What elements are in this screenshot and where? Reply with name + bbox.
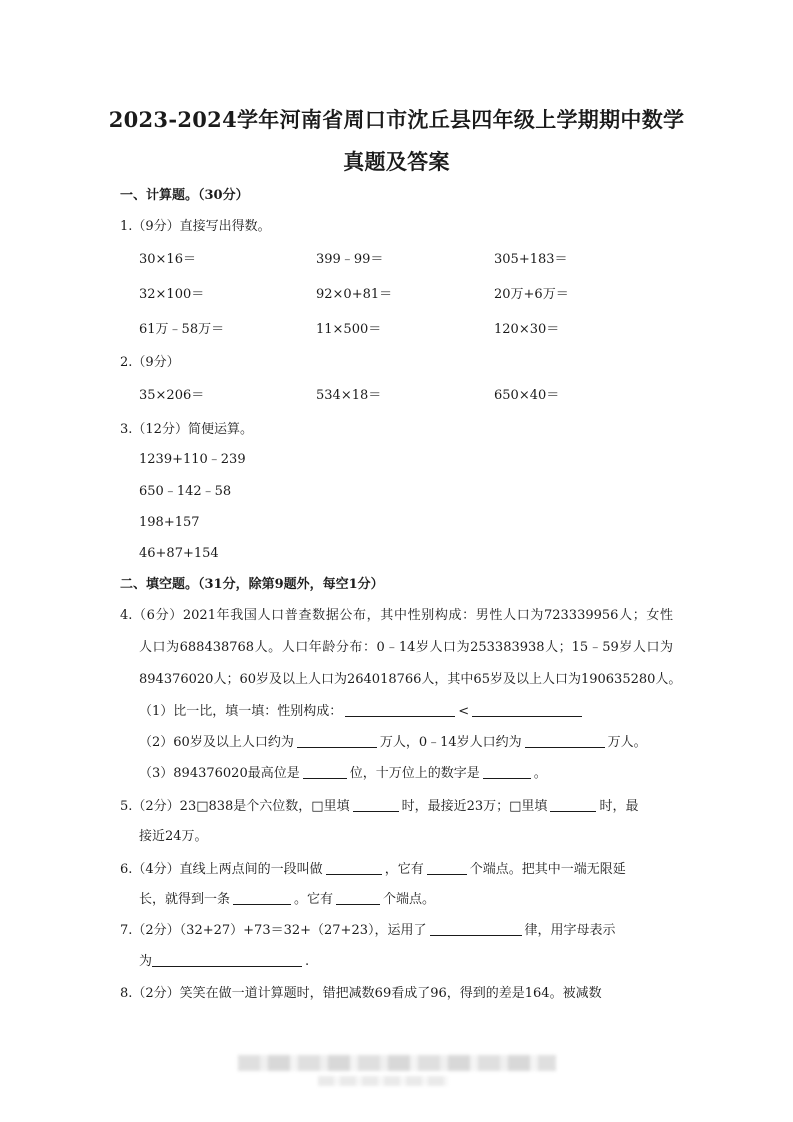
q7-part-b: 律，用字母表示 (524, 923, 616, 938)
q4-answer-blank-2[interactable] (472, 702, 582, 717)
q4-sub3-label: （3）894376020最高位是 (139, 766, 300, 781)
q7-line1 (120, 921, 616, 940)
q4-answer-blank-3[interactable] (297, 733, 377, 748)
q4-sub3-end: 。 (533, 766, 547, 781)
q8-line1: 8.（2分）笑笑在做一道计算题时，错把减数69看成了96，得到的差是164。被减数 (120, 986, 602, 1001)
q2-c1: 35×206＝ (139, 388, 205, 403)
q1-r1-c2: 399﹣99＝ (316, 252, 384, 267)
q4-sub1 (139, 702, 585, 721)
q4-line1: 4.（6分）2021年我国人口普查数据公布，其中性别构成：男性人口为723339956人；女性 (120, 608, 673, 623)
q2-stem: 2.（9分） (120, 355, 180, 370)
q4-answer-blank-6[interactable] (483, 764, 531, 779)
q5-part-c: 时，最 (599, 799, 639, 814)
q6-line1 (120, 860, 626, 879)
q7-answer-blank-1[interactable] (430, 921, 522, 936)
q6-part-e: 。它有 (294, 892, 334, 907)
document-title-line1: 2023-2024学年河南省周口市沈丘县四年级上学期期中数学 (108, 107, 685, 132)
q6-answer-blank-2[interactable] (427, 860, 467, 875)
q6-line2 (139, 890, 435, 909)
q3-item-3: 198+157 (139, 515, 200, 530)
section1-heading: 一、计算题。（30分） (120, 188, 249, 203)
q4-sub1-operator: < (458, 704, 470, 719)
q7-line2 (139, 952, 309, 971)
q1-r1-c1: 30×16＝ (139, 252, 196, 267)
q1-r2-c2: 92×0+81＝ (316, 287, 393, 302)
q1-stem: 1.（9分）直接写出得数。 (120, 219, 271, 234)
q3-item-2: 650﹣142﹣58 (139, 484, 232, 499)
q3-stem: 3.（12分）简便运算。 (120, 422, 253, 437)
q6-part-f: 个端点。 (383, 892, 436, 907)
q1-r2-c1: 32×100＝ (139, 287, 205, 302)
q6-part-c: 个端点。把其中一端无限延 (469, 862, 626, 877)
q4-sub3-mid: 位，十万位上的数字是 (349, 766, 480, 781)
q7-answer-blank-2[interactable] (152, 952, 302, 967)
q4-sub3 (139, 764, 547, 783)
q1-r3-c3: 120×30＝ (494, 322, 560, 337)
q1-r3-c2: 11×500＝ (316, 322, 382, 337)
q5-answer-blank-1[interactable] (353, 797, 399, 812)
q3-item-4: 46+87+154 (139, 546, 219, 561)
q2-c2: 534×18＝ (316, 388, 382, 403)
q2-c3: 650×40＝ (494, 388, 560, 403)
q5-line2: 接近24万。 (139, 829, 208, 844)
q5-line1 (120, 797, 638, 816)
q6-answer-blank-4[interactable] (336, 890, 380, 905)
q6-part-a: 6.（4分）直线上两点间的一段叫做 (120, 862, 323, 877)
q1-r1-c3: 305+183＝ (494, 252, 568, 267)
blurred-watermark (238, 1055, 556, 1071)
q1-r2-c3: 20万+6万＝ (494, 287, 569, 302)
section2-heading: 二、填空题。（31分，除第9题外，每空1分） (120, 577, 384, 592)
q1-r3-c1: 61万﹣58万＝ (139, 322, 225, 337)
blurred-watermark-sub (318, 1076, 448, 1086)
q4-sub2-label: （2）60岁及以上人口约为 (139, 735, 294, 750)
q6-answer-blank-1[interactable] (326, 860, 382, 875)
q7-part-c: 为 (139, 954, 153, 969)
q4-answer-blank-4[interactable] (525, 733, 605, 748)
document-title-line2: 真题及答案 (343, 149, 450, 174)
q5-answer-blank-2[interactable] (550, 797, 596, 812)
q3-item-1: 1239+110﹣239 (139, 452, 246, 467)
q4-answer-blank-1[interactable] (345, 702, 455, 717)
q4-line2: 人口为688438768人。人口年龄分布：0﹣14岁人口为253383938人；15﹣59岁人口为 (139, 640, 673, 655)
q5-part-b: 时，最接近23万；□里填 (401, 799, 548, 814)
q7-part-a: 7.（2分）（32+27）+73＝32+（27+23），运用了 (120, 923, 427, 938)
q4-answer-blank-5[interactable] (303, 764, 347, 779)
q6-part-b: ，它有 (384, 862, 424, 877)
q4-sub2 (139, 733, 647, 752)
q4-line3: 894376020人；60岁及以上人口为264018766人，其中65岁及以上人口为190635280人。 (139, 672, 682, 687)
q4-sub2-mid: 万人，0﹣14岁人口约为 (379, 735, 522, 750)
q7-part-d: . (305, 954, 310, 969)
q5-part-a: 5.（2分）23□838是个六位数，□里填 (120, 799, 350, 814)
q4-sub2-end: 万人。 (607, 735, 647, 750)
q6-part-d: 长，就得到一条 (139, 892, 231, 907)
q4-sub1-label: （1）比一比，填一填：性别构成： (139, 704, 343, 719)
q6-answer-blank-3[interactable] (233, 890, 291, 905)
